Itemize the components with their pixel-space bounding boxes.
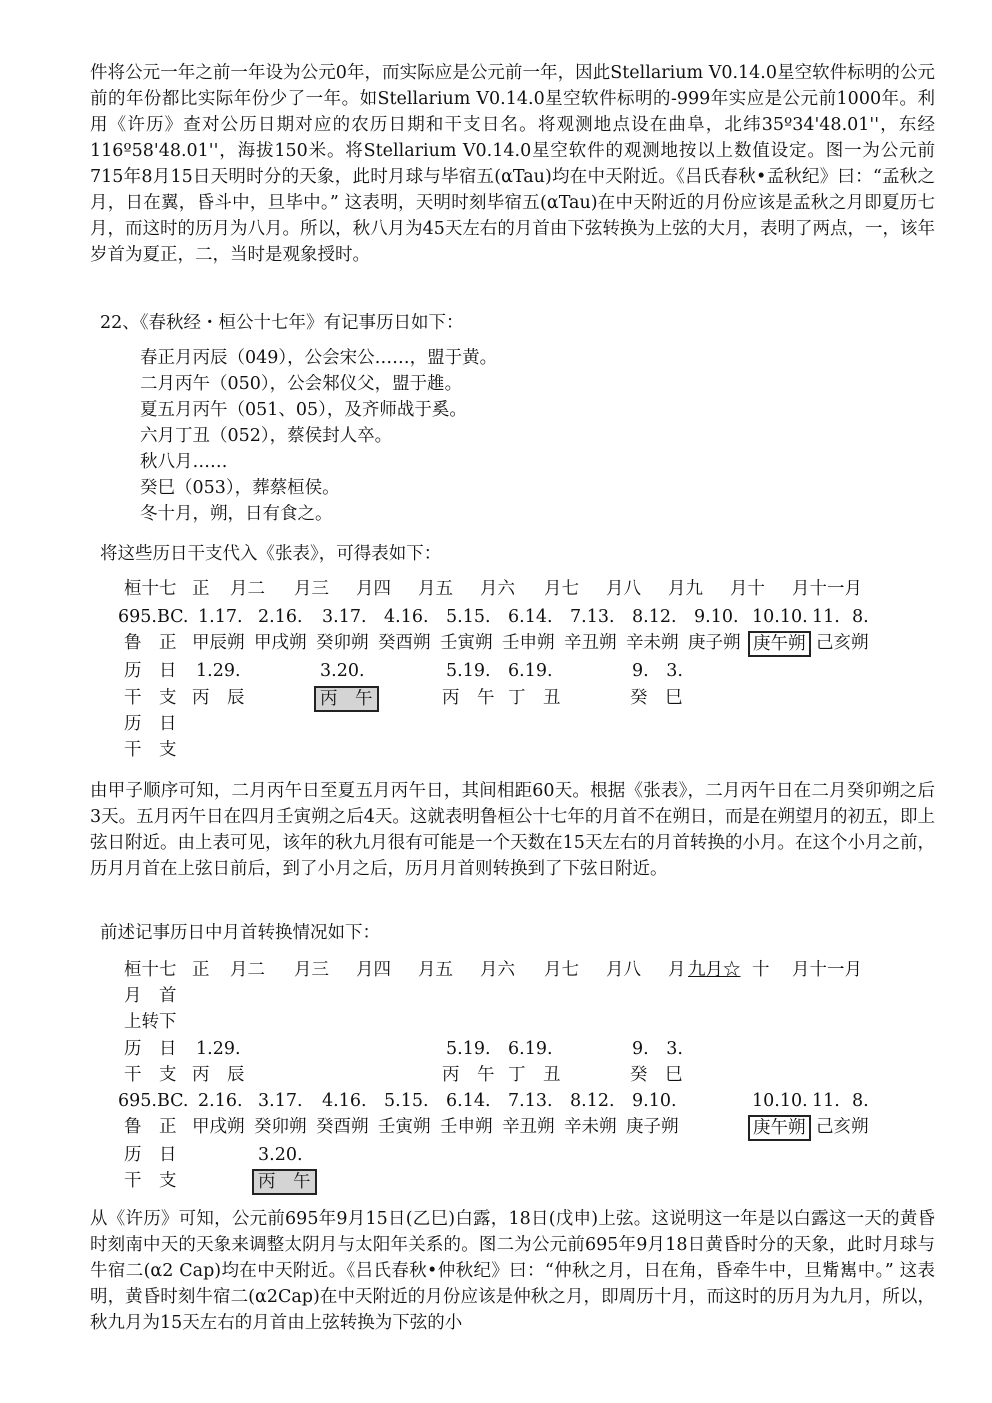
liri-cell: 3.20. <box>320 661 365 681</box>
header-cell: 月十一月 <box>792 960 862 980</box>
record-line: 冬十月，朔，日有食之。 <box>140 504 333 524</box>
shuo-cell: 辛未朔 <box>564 1117 617 1137</box>
date-cell: 8. <box>852 1091 869 1111</box>
shuo-cell: 辛丑朔 <box>564 633 617 653</box>
row-label: 历 日 <box>124 1145 177 1165</box>
record-line: 癸巳（053），葬蔡桓侯。 <box>140 478 340 498</box>
shuo-cell: 癸酉朔 <box>316 1117 369 1137</box>
header-cell: 月五 <box>418 960 453 980</box>
ganzhi-cell: 丙 辰 <box>192 1065 245 1085</box>
liri-cell: 1.29. <box>196 1039 241 1059</box>
shuo-cell-highlighted: 庚午朔 <box>748 631 811 657</box>
ganzhi-cell-highlighted: 丙 午 <box>252 1169 317 1195</box>
header-cell: 月八 <box>606 579 641 599</box>
date-cell: 6.14. <box>446 1091 491 1111</box>
shuo-cell: 癸卯朔 <box>316 633 369 653</box>
liri-cell: 5.19. <box>446 1039 491 1059</box>
header-cell: 十 <box>752 960 770 980</box>
liri-cell: 6.19. <box>508 1039 553 1059</box>
analysis-paragraph: 由甲子顺序可知，二月丙午日至夏五月丙午日，其间相距60天。根据《张表》，二月丙午日在二月癸卯朔之后3天。五月丙午日在四月壬寅朔之后4天。这就表明鲁桓公十七年的月首不在朔日，而是在朔望月的初五，即上弦日附近。由上表可见，该年的秋九月很有可能是一个天数在15天左右的月首转换的小月。在这个小月之前，历月月首在上弦日前后，到了小月之后，历月月首则转换到了下弦日附近。 <box>90 781 935 879</box>
date-cell: 8. <box>852 607 869 627</box>
liri-cell: 6.19. <box>508 661 553 681</box>
record-line: 二月丙午（050），公会邾仪父，盟于趡。 <box>140 374 463 394</box>
shuo-cell: 己亥朔 <box>816 1117 869 1137</box>
date-cell: 9.10. <box>694 607 739 627</box>
header-cell: 正 <box>192 960 210 980</box>
liri-cell: 9. 3. <box>632 1039 683 1059</box>
liri-cell: 5.19. <box>446 661 491 681</box>
closing-paragraph: 从《许历》可知，公元前695年9月15日(乙巳)白露，18日(戊申)上弦。这说明这一年是以白露这一天的黄昏时刻南中天的天象来调整太阴月与太阳年关系的。图二为公元前695年9月18日黄昏时分的天象，此时月球与牛宿二(α2 Cap)均在中天附近。《吕氏春秋•仲秋纪》曰：“仲秋之月，日在角，昏牵牛中，旦觜嶲中。” 这表明，黄昏时刻牛宿二(α2Cap)在中天附近的月份应该是仲秋之月，即周历十月，而这时的历月为九月，所以，秋九月为15天左右的月首由上弦转换为下弦的小 <box>90 1209 935 1333</box>
header-cell: 桓十七 <box>124 579 177 599</box>
shuo-cell: 壬申朔 <box>502 633 555 653</box>
date-cell: 3.17. <box>322 607 367 627</box>
liri-cell: 1.29. <box>196 661 241 681</box>
date-cell: 2.16. <box>198 1091 243 1111</box>
ganzhi-cell-highlighted: 丙 午 <box>314 686 379 712</box>
date-cell: 7.13. <box>570 607 615 627</box>
shuo-cell: 辛未朔 <box>626 633 679 653</box>
header-cell: 月十 <box>730 579 765 599</box>
record-line: 秋八月…… <box>140 452 228 472</box>
header-cell: 月五 <box>418 579 453 599</box>
shuo-cell: 庚子朔 <box>688 633 741 653</box>
row-label: 干 支 <box>124 1171 177 1191</box>
ganzhi-cell: 丁 丑 <box>508 1065 561 1085</box>
row-label: 鲁 正 <box>124 633 177 653</box>
date-cell: 6.14. <box>508 607 553 627</box>
shuo-cell: 甲戌朔 <box>192 1117 245 1137</box>
date-cell: 7.13. <box>508 1091 553 1111</box>
shuo-cell-highlighted: 庚午朔 <box>748 1115 811 1141</box>
header-cell: 月二 <box>230 960 265 980</box>
shuo-cell: 甲戌朔 <box>254 633 307 653</box>
record-line: 夏五月丙午（051、05），及齐师战于奚。 <box>140 400 467 420</box>
date-cell: 5.15. <box>384 1091 429 1111</box>
row-label: 干 支 <box>124 688 177 708</box>
header-cell: 月七 <box>544 579 579 599</box>
shuo-cell: 癸卯朔 <box>254 1117 307 1137</box>
header-cell: 月 <box>668 960 686 980</box>
ganzhi-cell: 癸 巳 <box>630 688 683 708</box>
header-cell: 月八 <box>606 960 641 980</box>
date-cell: 5.15. <box>446 607 491 627</box>
record-line: 六月丁丑（052），蔡侯封人卒。 <box>140 426 393 446</box>
header-cell: 月九 <box>668 579 703 599</box>
intro-paragraph: 件将公元一年之前一年设为公元0年，而实际应是公元前一年，因此Stellarium V0.14.0星空软件标明的公元前的年份都比实际年份少了一年。如Stellarium V0.14.0星空软件标明的-999年实应是公元前1000年。利用《许历》查对公历日期对应的农历日期和干支日名。将观测地点设在曲阜，北纬35º34'48.01''，东经116º58'48.01''，海拔150米。将Stellarium V0.14.0星空软件的观测地按以上数值设定。图一为公元前715年8月15日天明时分的天象，此时月球与毕宿五(αTau)均在中天附近。《吕氏春秋•孟秋纪》曰：“孟秋之月，日在翼，昏斗中，旦毕中。” 这表明，天明时刻毕宿五(αTau)在中天附近的月份应该是孟秋之月即夏历七月，而这时的历月为八月。所以，秋八月为45天左右的月首由下弦转换为上弦的大月，表明了两点，一，该年岁首为夏正，二，当时是观象授时。 <box>90 63 935 265</box>
row-label: 上转下 <box>124 1012 177 1032</box>
liri-cell: 9. 3. <box>632 661 683 681</box>
date-cell: 8.12. <box>632 607 677 627</box>
row-label: 历 日 <box>124 661 177 681</box>
date-cell: 1.17. <box>198 607 243 627</box>
date-cell: 3.17. <box>258 1091 303 1111</box>
shuo-cell: 庚子朔 <box>626 1117 679 1137</box>
date-cell: 11. <box>812 1091 840 1111</box>
ganzhi-cell: 丁 丑 <box>508 688 561 708</box>
row-label: 月 首 <box>124 986 177 1006</box>
header-cell: 月六 <box>480 579 515 599</box>
header-cell: 月四 <box>356 579 391 599</box>
record-line: 春正月丙辰（049），公会宋公……，盟于黄。 <box>140 348 498 368</box>
header-cell: 月二 <box>230 579 265 599</box>
row-label: 干 支 <box>124 1065 177 1085</box>
shuo-cell: 己亥朔 <box>816 633 869 653</box>
shuo-cell: 壬寅朔 <box>440 633 493 653</box>
row-label: 历 日 <box>124 714 177 734</box>
header-cell: 月三 <box>294 960 329 980</box>
date-cell: 11. <box>812 607 840 627</box>
date-cell: 4.16. <box>384 607 429 627</box>
header-cell: 月三 <box>294 579 329 599</box>
row-label: 历 日 <box>124 1039 177 1059</box>
year-label: 695.BC. <box>118 1091 189 1111</box>
year-label: 695.BC. <box>118 607 189 627</box>
header-cell: 正 <box>192 579 210 599</box>
table1-intro: 将这些历日干支代入《张表》，可得表如下： <box>100 544 442 564</box>
shuo-cell: 壬寅朔 <box>378 1117 431 1137</box>
date-cell: 10.10. <box>752 607 808 627</box>
ganzhi-cell: 丙 午 <box>442 688 495 708</box>
ganzhi-cell: 丙 午 <box>442 1065 495 1085</box>
shuo-cell: 癸酉朔 <box>378 633 431 653</box>
header-cell: 月六 <box>480 960 515 980</box>
item-22-heading: 22、《春秋经・桓公十七年》有记事历日如下： <box>100 313 464 333</box>
header-cell: 月十一月 <box>792 579 862 599</box>
header-cell-underlined: 九月☆ <box>688 960 741 980</box>
table2-intro: 前述记事历日中月首转换情况如下： <box>100 923 380 943</box>
date-cell: 8.12. <box>570 1091 615 1111</box>
date-cell: 2.16. <box>258 607 303 627</box>
ganzhi-cell: 丙 辰 <box>192 688 245 708</box>
date-cell: 10.10. <box>752 1091 808 1111</box>
header-cell: 月四 <box>356 960 391 980</box>
shuo-cell: 壬申朔 <box>440 1117 493 1137</box>
ganzhi-cell: 癸 巳 <box>630 1065 683 1085</box>
date-cell: 4.16. <box>322 1091 367 1111</box>
row-label: 鲁 正 <box>124 1117 177 1137</box>
date-cell: 9.10. <box>632 1091 677 1111</box>
liri-cell: 3.20. <box>258 1145 303 1165</box>
header-cell: 月七 <box>544 960 579 980</box>
shuo-cell: 辛丑朔 <box>502 1117 555 1137</box>
row-label: 干 支 <box>124 740 177 760</box>
header-cell: 桓十七 <box>124 960 177 980</box>
shuo-cell: 甲辰朔 <box>192 633 245 653</box>
